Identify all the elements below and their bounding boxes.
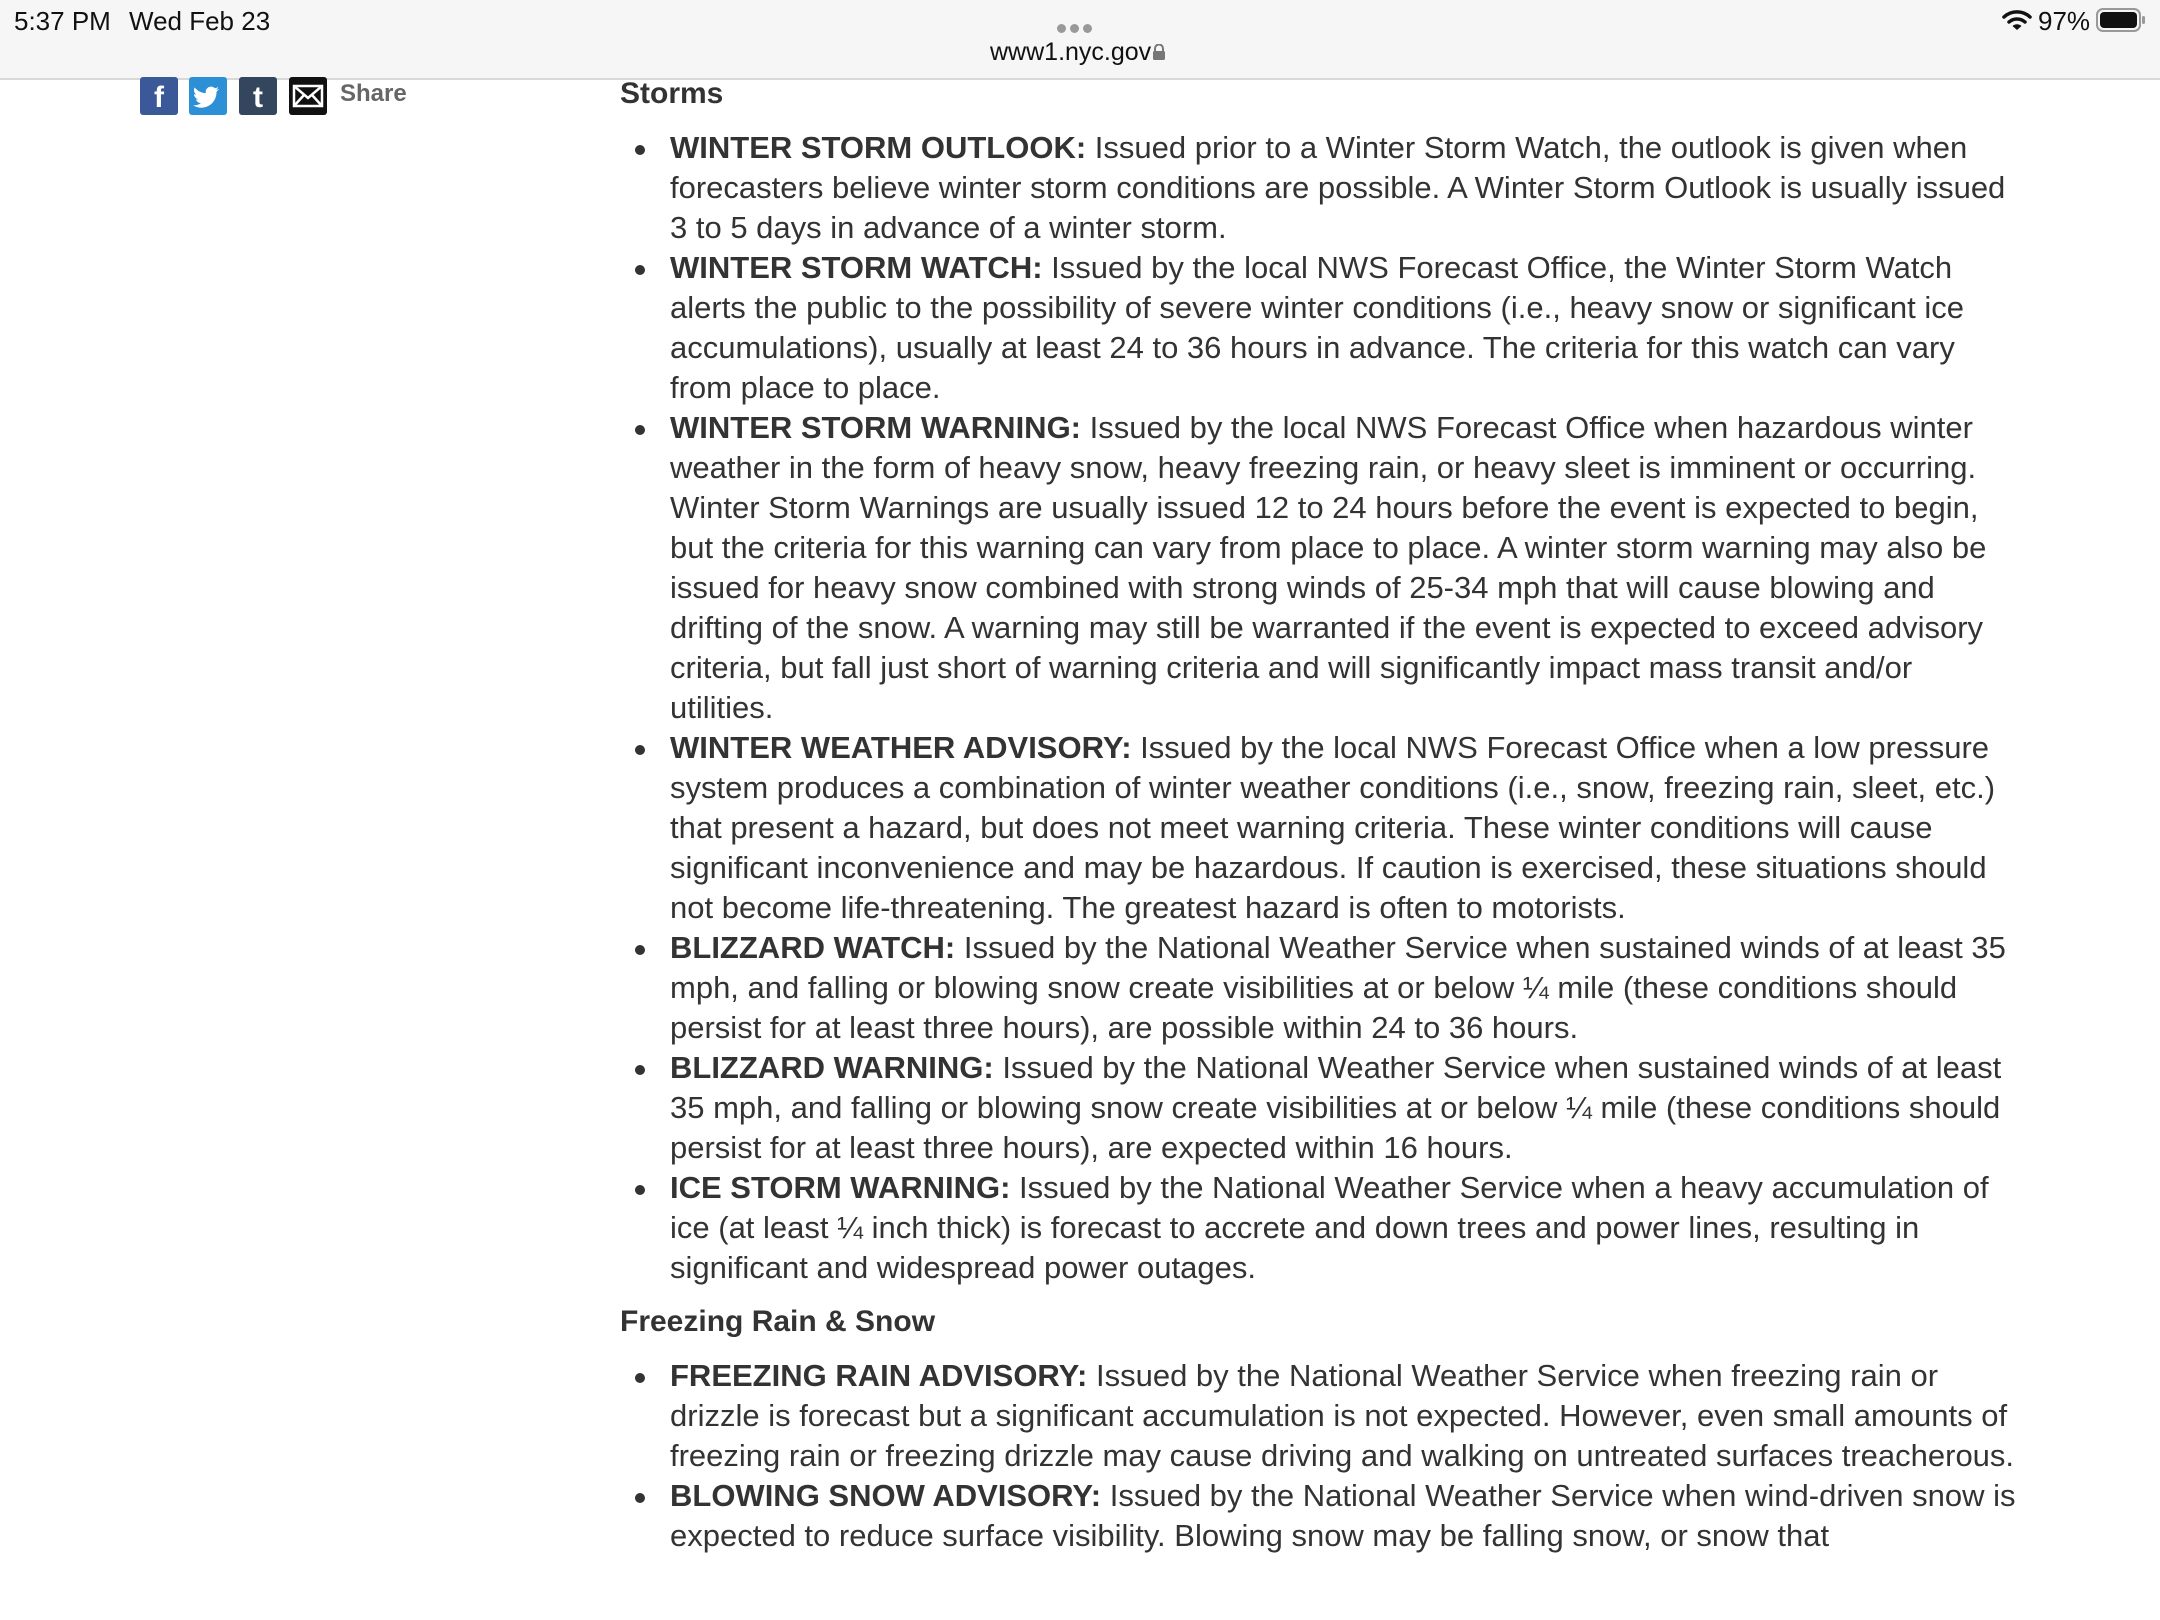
definition-term: BLOWING SNOW ADVISORY:	[670, 1478, 1102, 1513]
wifi-icon	[2002, 8, 2032, 32]
definition-text: Issued by the local NWS Forecast Office, the Winter Storm Watch alerts the public to the possibility of severe winter conditions (i.e., heavy snow or significant ice accumulations), usually at least 24 to 36 hours in advance. The criteria for this watch can vary from place to place.	[670, 250, 1965, 405]
storms-list	[620, 128, 2020, 1288]
definition-term: BLIZZARD WARNING:	[670, 1050, 994, 1085]
definition-text: Issued by the local NWS Forecast Office when a low pressure system produces a combination of winter weather conditions (i.e., snow, freezing rain, sleet, etc.) that present a hazard, but does not meet warning criteria. These winter conditions will cause significant inconvenience and may be hazardous. If caution is exercised, these situations should not become life-threatening. The greatest hazard is often to motorists.	[670, 730, 1996, 925]
list-item	[620, 128, 2020, 248]
status-bar	[0, 0, 2160, 80]
status-date: Wed Feb 23	[129, 6, 271, 36]
definition-term: WINTER STORM OUTLOOK:	[670, 130, 1087, 165]
list-item	[620, 928, 2020, 1048]
definition-text: Issued by the National Weather Service when sustained winds of at least 35 mph, and falling or blowing snow create visibilities at or below ¼ mile (these conditions should persist for at least three hours), are expected within 16 hours.	[670, 1050, 2002, 1165]
definition-term: WINTER STORM WARNING:	[670, 410, 1082, 445]
definition-text: Issued by the National Weather Service when sustained winds of at least 35 mph, and falling or blowing snow create visibilities at or below ¼ mile (these conditions should persist for at least three hours), are possible within 24 to 36 hours.	[670, 930, 2006, 1045]
definition-term: WINTER WEATHER ADVISORY:	[670, 730, 1132, 765]
lock-icon	[1152, 44, 1166, 60]
email-icon[interactable]	[289, 77, 327, 115]
address-bar-url[interactable]: www1.nyc.gov	[990, 38, 1152, 66]
freezing-list	[620, 1356, 2020, 1556]
list-item	[620, 1168, 2020, 1288]
facebook-icon[interactable]: f	[140, 77, 178, 115]
tumblr-icon[interactable]: t	[239, 77, 277, 115]
definition-term: FREEZING RAIN ADVISORY:	[670, 1358, 1088, 1393]
list-item	[620, 408, 2020, 728]
twitter-icon[interactable]	[189, 77, 227, 115]
list-item	[620, 1476, 2020, 1556]
section-heading-storms: Storms	[620, 77, 724, 110]
article-content	[620, 74, 2020, 1556]
list-item	[620, 248, 2020, 408]
definition-text: Issued by the local NWS Forecast Office when hazardous winter weather in the form of heavy snow, heavy freezing rain, or heavy sleet is imminent or occurring. Winter Storm Warnings are usually issued 12 to 24 hours before the event is expected to begin, but the criteria for this warning can vary from place to place. A winter storm warning may also be issued for heavy snow combined with strong winds of 25-34 mph that will cause blowing and drifting of the snow. A warning may still be warranted if the event is expected to exceed advisory criteria, but fall just short of warning criteria and will significantly impact mass transit and/or utilities.	[670, 410, 1987, 725]
definition-text: Issued prior to a Winter Storm Watch, the outlook is given when forecasters believe winter storm conditions are possible. A Winter Storm Outlook is usually issued 3 to 5 days in advance of a winter storm.	[670, 130, 2006, 245]
definition-text: Issued by the National Weather Service when wind-driven snow is expected to reduce surface visibility. Blowing snow may be falling snow, or snow that	[670, 1478, 2016, 1553]
definition-text: Issued by the National Weather Service when freezing rain or drizzle is forecast but a significant accumulation is not expected. However, even small amounts of freezing rain or freezing drizzle may cause driving and walking on untreated surfaces treacherous.	[670, 1358, 2015, 1473]
status-time: 5:37 PM	[14, 6, 111, 36]
list-item	[620, 728, 2020, 928]
more-options-icon[interactable]	[1057, 20, 1101, 30]
definition-term: BLIZZARD WATCH:	[670, 930, 956, 965]
battery-icon	[2096, 8, 2146, 32]
battery-percent: 97%	[2038, 6, 2091, 36]
definition-text: Issued by the National Weather Service when a heavy accumulation of ice (at least ¼ inch thick) is forecast to accrete and down trees and power lines, resulting in significant and widespread power outages.	[670, 1170, 1989, 1285]
definition-term: WINTER STORM WATCH:	[670, 250, 1043, 285]
share-link[interactable]: Share	[340, 80, 407, 107]
freezing-section	[620, 1302, 2020, 1556]
list-item	[620, 1356, 2020, 1476]
list-item	[620, 1048, 2020, 1168]
section-heading-freezing: Freezing Rain & Snow	[620, 1305, 936, 1338]
definition-term: ICE STORM WARNING:	[670, 1170, 1011, 1205]
